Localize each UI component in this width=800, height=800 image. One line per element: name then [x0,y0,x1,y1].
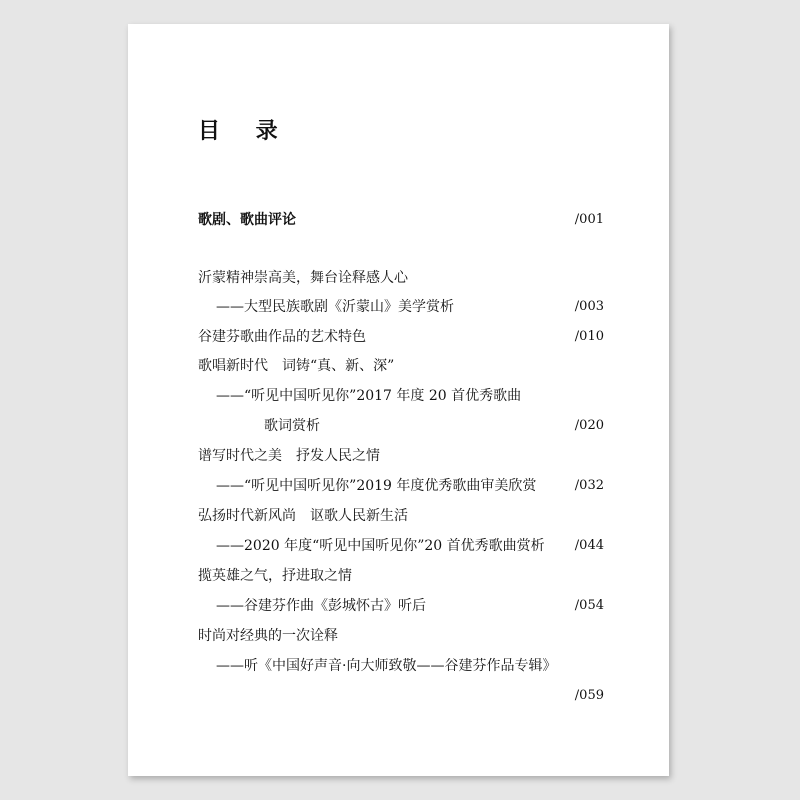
toc-entry-text: ——大型民族歌剧《沂蒙山》美学赏析 [216,299,454,315]
toc-entry-page: /054 [574,598,604,613]
toc-entry-page: /032 [574,478,604,493]
toc-entry-text: 歌剧、歌曲评论 [198,212,296,228]
toc-entry-text: 歌唱新时代 词铸“真、新、深” [198,358,395,374]
toc-entry-text: 歌词赏析 [264,418,320,434]
toc-entry-text: 时尚对经典的一次诠释 [198,628,338,644]
toc-entry-page-only [198,685,604,707]
toc-entry-subtitle [198,296,604,318]
toc-entry-page: /059 [574,688,604,703]
toc-entry-subtitle [198,655,604,677]
toc-entry-text: 谱写时代之美 抒发人民之情 [198,448,380,464]
toc-entry [198,267,604,289]
toc-entry-page: /044 [574,538,604,553]
toc-entry-page: /010 [574,329,604,344]
toc-entry-text: ——“听见中国听见你”2019 年度优秀歌曲审美欣赏 [216,478,537,494]
toc-entry-text: ——谷建芬作曲《彭城怀古》听后 [216,598,426,614]
toc-heading: 目 录 [198,118,292,144]
toc-entry-text: ——2020 年度“听见中国听见你”20 首优秀歌曲赏析 [216,538,545,554]
toc-entry-text: ——“听见中国听见你”2017 年度 20 首优秀歌曲 [216,388,522,404]
toc-entry-text: 谷建芬歌曲作品的艺术特色 [198,329,366,345]
toc-entry-page: /020 [574,418,604,433]
toc-entry-text: 沂蒙精神崇高美，舞台诠释感人心 [198,270,408,286]
toc-entry-page: /003 [574,299,604,314]
toc-entry [198,565,604,587]
toc-entry-subtitle [198,535,604,557]
toc-entry [198,326,604,348]
toc-entry-text: ——听《中国好声音·向大师致敬——谷建芬作品专辑》 [216,658,557,674]
toc-entry [198,505,604,527]
book-page [128,24,669,776]
toc-entry-text: 弘扬时代新风尚 讴歌人民新生活 [198,508,408,524]
toc-entry-continuation [198,415,604,437]
toc-entry [198,445,604,467]
toc-entry-section [198,209,604,231]
toc-entry-subtitle [198,595,604,617]
toc-entry-subtitle [198,475,604,497]
toc-entry-text: 揽英雄之气，抒进取之情 [198,568,352,584]
toc-entry-subtitle [198,385,604,407]
toc-entry [198,625,604,647]
toc-entry [198,355,604,377]
toc-entry-page: /001 [574,212,604,227]
